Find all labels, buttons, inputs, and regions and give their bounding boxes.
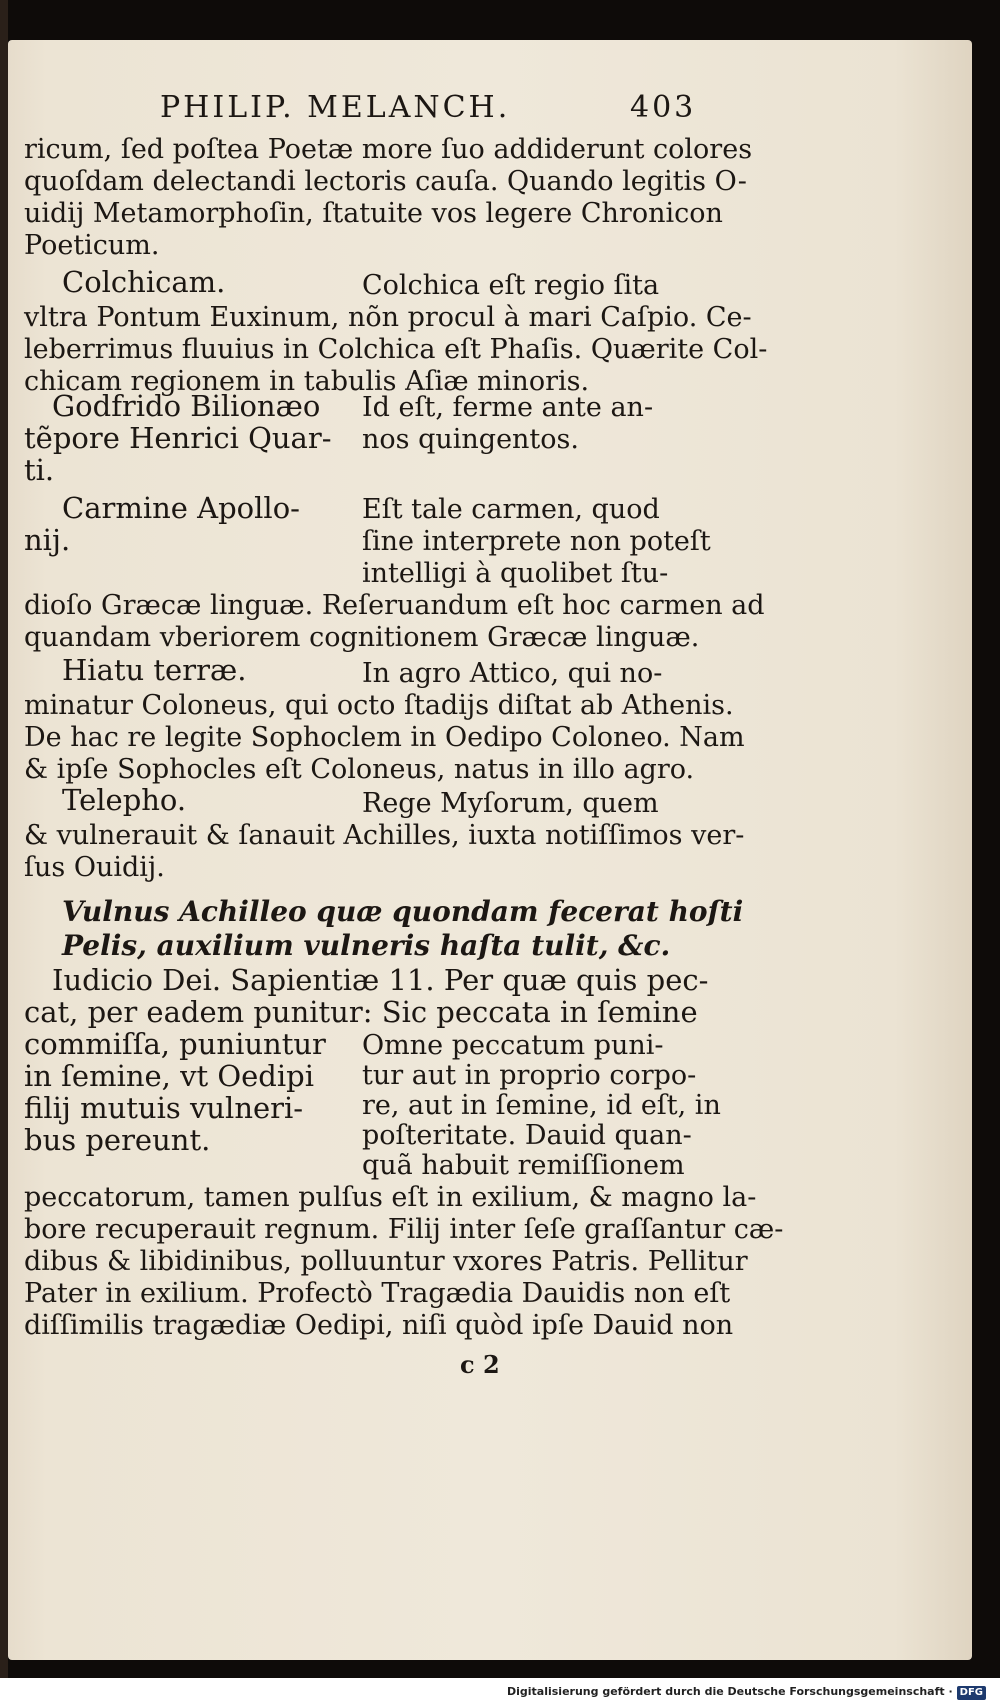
text-line: nos quingentos. — [362, 424, 579, 455]
lemma: ti. — [24, 453, 55, 487]
text-line: ricum, ſed poſtea Poetæ more ſuo addiderunt colores — [24, 134, 753, 165]
signature-mark: c 2 — [460, 1350, 500, 1379]
text-line: Rege Myſorum, quem — [362, 788, 659, 819]
text-line: quã habuit remiſſionem — [362, 1150, 685, 1181]
text-line: bore recuperauit regnum. Filij inter ſeſe graſſantur cæ- — [24, 1214, 784, 1245]
lemma: Hiatu terræ. — [62, 653, 247, 687]
lemma: bus pereunt. — [24, 1123, 211, 1157]
lemma: nij. — [24, 523, 71, 557]
text-line: Colchica eſt regio ſita — [362, 270, 660, 301]
text-line: dioſo Græcæ linguæ. Reſeruandum eſt hoc carmen ad — [24, 590, 765, 621]
lemma: tẽpore Henrici Quar- — [24, 421, 332, 455]
text-line: Poeticum. — [24, 230, 160, 261]
text-line: minatur Coloneus, qui octo ſtadijs diſtat ab Athenis. — [24, 690, 734, 721]
text-line: In agro Attico, qui no- — [362, 658, 663, 689]
page-edge — [0, 0, 8, 1706]
book-page — [8, 40, 972, 1660]
text-line: cat, per eadem punitur: Sic peccata in ſemine — [24, 995, 698, 1029]
text-line: Eſt tale carmen, quod — [362, 494, 660, 525]
text-line: re, aut in ſemine, id eſt, in — [362, 1090, 721, 1121]
text-line: Iudicio Dei. Sapientiæ 11. Per quæ quis pec- — [52, 963, 709, 997]
text-line: Omne peccatum puni- — [362, 1030, 664, 1061]
dfg-logo-icon: DFG — [957, 1686, 986, 1700]
text-line: quoſdam delectandi lectoris cauſa. Quando legitis O- — [24, 166, 747, 197]
text-line: uidij Metamorphoſin, ſtatuite vos legere Chronicon — [24, 198, 723, 229]
footer-text: Digitalisierung gefördert durch die Deutsche Forschungsgemeinschaft · — [506, 1685, 953, 1698]
lemma: commiſſa, puniuntur — [24, 1027, 326, 1061]
text-line: ſus Ouidij. — [24, 852, 165, 883]
text-line: leberrimus fluuius in Colchica eſt Phaſis. Quærite Col- — [24, 334, 768, 365]
verse-line: Pelis, auxilium vulneris haſta tulit, &c. — [62, 929, 671, 962]
lemma: Telepho. — [62, 783, 187, 817]
text-line: & vulnerauit & ſanauit Achilles, iuxta notiſſimos ver- — [24, 820, 745, 851]
lemma: filij mutuis vulneri- — [24, 1091, 304, 1125]
lemma: in ſemine, vt Oedipi — [24, 1059, 314, 1093]
lemma: Colchicam. — [62, 265, 226, 299]
text-line: intelligi à quolibet ſtu- — [362, 558, 669, 589]
text-line: De hac re legite Sophoclem in Oedipo Coloneo. Nam — [24, 722, 745, 753]
text-line: poſteritate. Dauid quan- — [362, 1120, 692, 1151]
running-title: PHILIP. MELANCH. — [160, 90, 511, 125]
text-line: Pater in exilium. Profectò Tragædia Dauidis non eſt — [24, 1278, 731, 1309]
lemma: Godfrido Bilionæo — [52, 389, 321, 423]
text-line: ſine interprete non poteſt — [362, 526, 711, 557]
text-line: peccatorum, tamen pulſus eſt in exilium, & magno la- — [24, 1182, 757, 1213]
text-line: & ipſe Sophocles eſt Coloneus, natus in illo agro. — [24, 754, 695, 785]
text-line: diſſimilis tragædiæ Oedipi, niſi quòd ipſe Dauid non — [24, 1310, 734, 1341]
text-line: tur aut in proprio corpo- — [362, 1060, 697, 1091]
text-line: dibus & libidinibus, polluuntur vxores Patris. Pellitur — [24, 1246, 748, 1277]
page-number: 403 — [630, 90, 697, 125]
text-line: Id eſt, ferme ante an- — [362, 392, 654, 423]
lemma: Carmine Apollo- — [62, 491, 300, 525]
text-line: vltra Pontum Euxinum, nõn procul à mari Caſpio. Ce- — [24, 302, 752, 333]
digitization-footer — [0, 1678, 1000, 1706]
verse-line: Vulnus Achilleo quæ quondam fecerat hoſti — [62, 895, 744, 928]
text-line: chicam regionem in tabulis Aſiæ minoris. — [24, 366, 590, 397]
text-line: quandam vberiorem cognitionem Græcæ linguæ. — [24, 622, 700, 653]
